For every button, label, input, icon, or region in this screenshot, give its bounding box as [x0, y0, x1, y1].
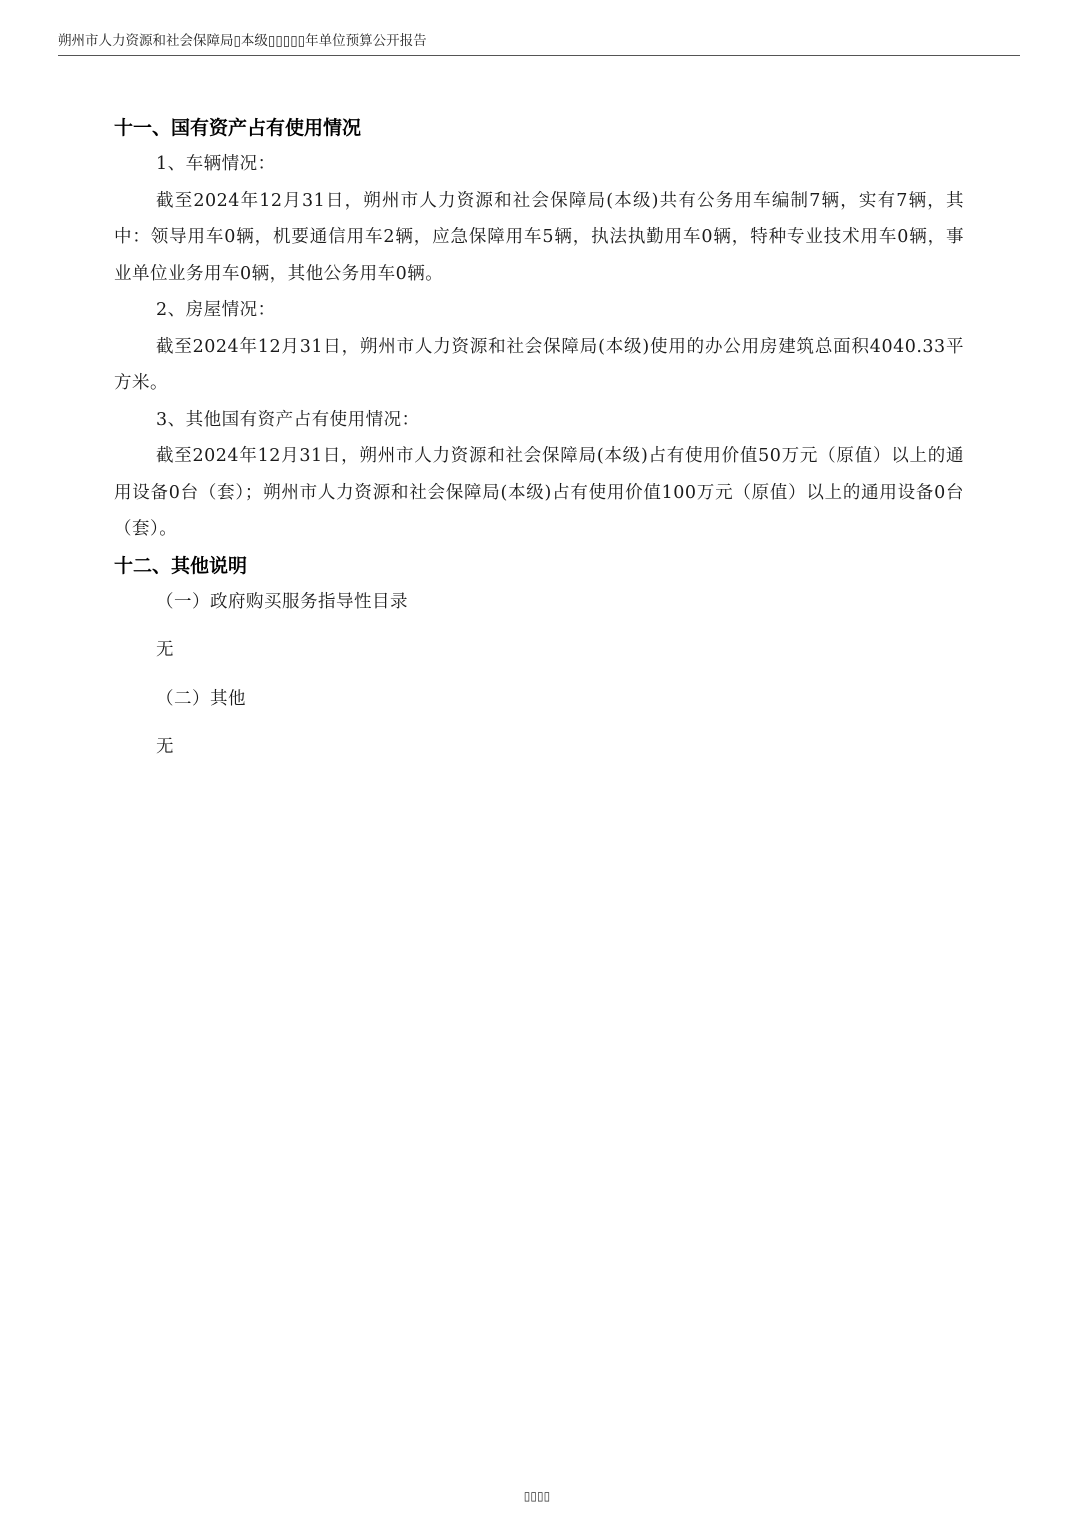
purchase-services-label: （一）政府购买服务指导性目录 — [156, 591, 408, 612]
purchase-services-value: 无 — [156, 640, 174, 660]
vehicles-label: 1、车辆情况： — [156, 154, 276, 174]
document-body — [114, 110, 964, 766]
other-assets-paragraph: 截至2024年12月31日，朔州市人力资源和社会保障局(本级)占有使用价值50万元（原值）以上的通用设备0台（套）；朔州市人力资源和社会保障局(本级)占有使用价值100万元（原值）以上的通用设备0台（套）。 — [114, 446, 964, 539]
other-label: （二）其他 — [156, 688, 246, 709]
other-assets-label: 3、其他国有资产占有使用情况： — [156, 409, 420, 430]
header-title: 朔州市人力资源和社会保障局▯本级▯▯▯▯▯年单位预算公开报告 — [58, 33, 427, 49]
vehicles-paragraph: 截至2024年12月31日，朔州市人力资源和社会保障局(本级)共有公务用车编制7辆，实有7辆，其中：领导用车0辆，机要通信用车2辆，应急保障用车5辆，执法执勤用车0辆，特种专业技术用车0辆，事业单位业务用车0辆，其他公务用车0辆。 — [114, 190, 964, 284]
page-number: ▯▯▯▯ — [523, 1489, 551, 1503]
section-heading-other: 十二、其他说明 — [114, 554, 248, 577]
section-heading-assets: 十一、国有资产占有使用情况 — [114, 117, 362, 139]
page-header — [58, 31, 1020, 56]
other-value: 无 — [156, 737, 174, 757]
housing-paragraph: 截至2024年12月31日，朔州市人力资源和社会保障局(本级)使用的办公用房建筑总面积4040.33平方米。 — [114, 336, 964, 393]
housing-label: 2、房屋情况： — [156, 300, 276, 320]
